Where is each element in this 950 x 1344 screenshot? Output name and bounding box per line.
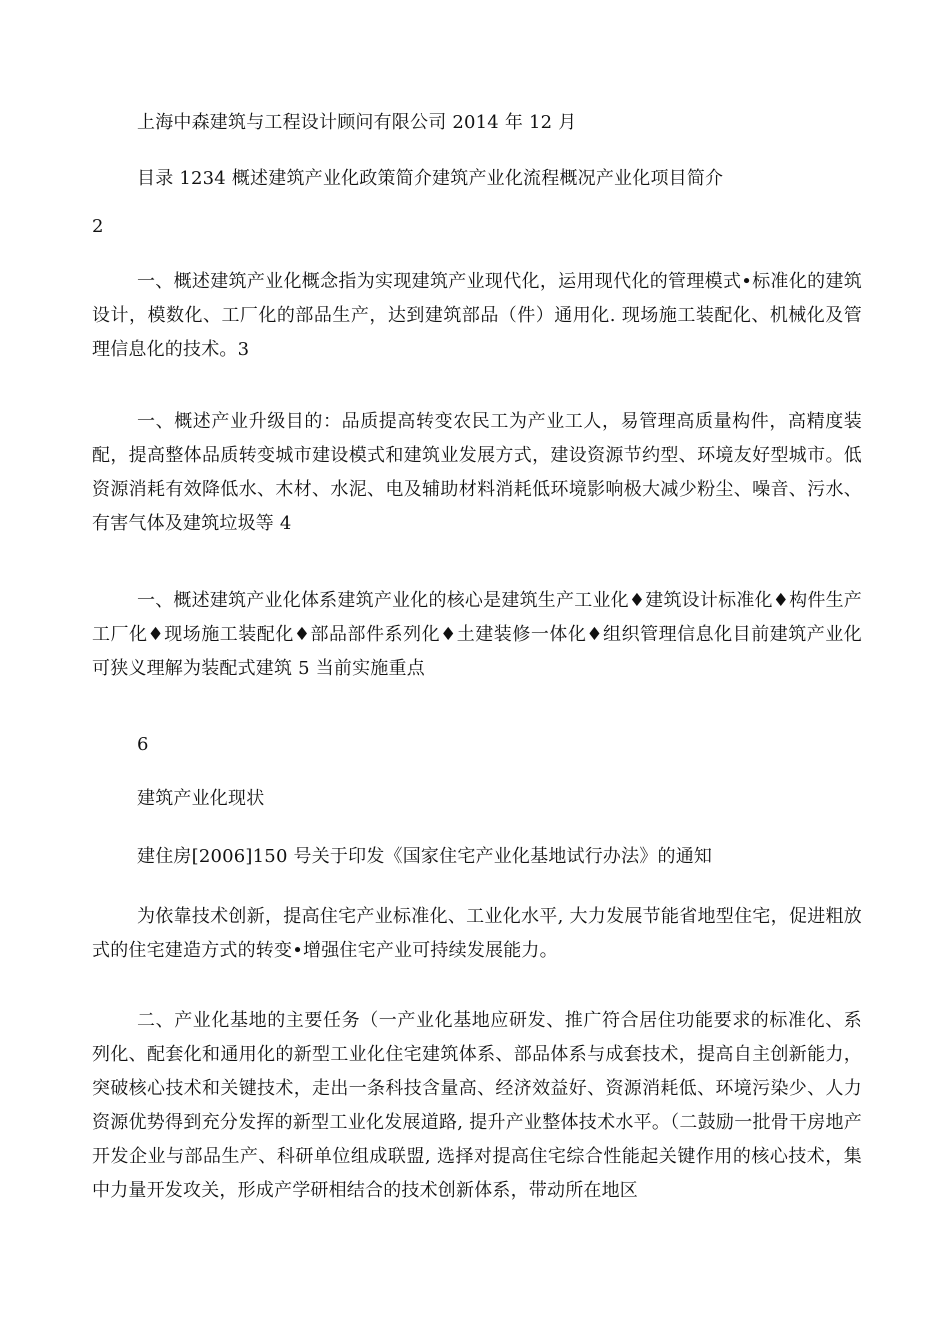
main-tasks-paragraph: 二、产业化基地的主要任务（一产业化基地应研发、推广符合居住功能要求的标准化、系列化、配套化和通用化的新型工业化住宅建筑体系、部品体系与成套技术，提高自主创新能力，突破核心技术和关键技术，走出一条科技含量高、经济效益好、资源消耗低、环境污染少、人力资源优势得到充分发挥的新型工业化发展道路, 提升产业整体技术水平。（二鼓励一批骨干房地产开发企业与部品生产、科研单位组成联盟, 选择对提高住宅综合性能起关键作用的核心技术，集中力量开发攻关，形成产学研相结合的技术创新体系，带动所在地区 xyxy=(92,1010,862,1201)
industrialization-system-paragraph: 一、概述建筑产业化体系建筑产业化的核心是建筑生产工业化♦建筑设计标准化♦构件生产工厂化♦现场施工装配化♦部品部件系列化♦土建装修一体化♦组织管理信息化目前建筑产业化可狭义理解为装配式建筑 5 当前实施重点 xyxy=(92,590,862,679)
section-heading-status: 建筑产业化现状 xyxy=(137,788,265,809)
company-date-line: 上海中森建筑与工程设计顾问有限公司 2014 年 12 月 xyxy=(137,112,577,133)
page-number-2: 2 xyxy=(92,216,104,237)
purpose-paragraph: 为依靠技术创新，提高住宅产业标准化、工业化水平, 大力发展节能省地型住宅，促进粗放式的住宅建造方式的转变•增强住宅产业可持续发展能力。 xyxy=(92,906,862,961)
notice-title: 建住房[2006]150 号关于印发《国家住宅产业化基地试行办法》的通知 xyxy=(137,846,713,867)
page-number-6: 6 xyxy=(137,734,149,755)
upgrade-purpose-paragraph: 一、概述产业升级目的：品质提高转变农民工为产业工人，易管理高质量构件，高精度装配，提高整体品质转变城市建设模式和建筑业发展方式，建设资源节约型、环境友好型城市。低资源消耗有效降低水、木材、水泥、电及辅助材料消耗低环境影响极大减少粉尘、噪音、污水、有害气体及建筑垃圾等 4 xyxy=(92,411,862,534)
table-of-contents-line: 目录 1234 概述建筑产业化政策简介建筑产业化流程概况产业化项目简介 xyxy=(137,168,724,189)
concept-paragraph: 一、概述建筑产业化概念指为实现建筑产业现代化，运用现代化的管理模式•标准化的建筑设计，模数化、工厂化的部品生产，达到建筑部品（件）通用化. 现场施工装配化、机械化及管理信息化的技术。3 xyxy=(92,271,862,360)
